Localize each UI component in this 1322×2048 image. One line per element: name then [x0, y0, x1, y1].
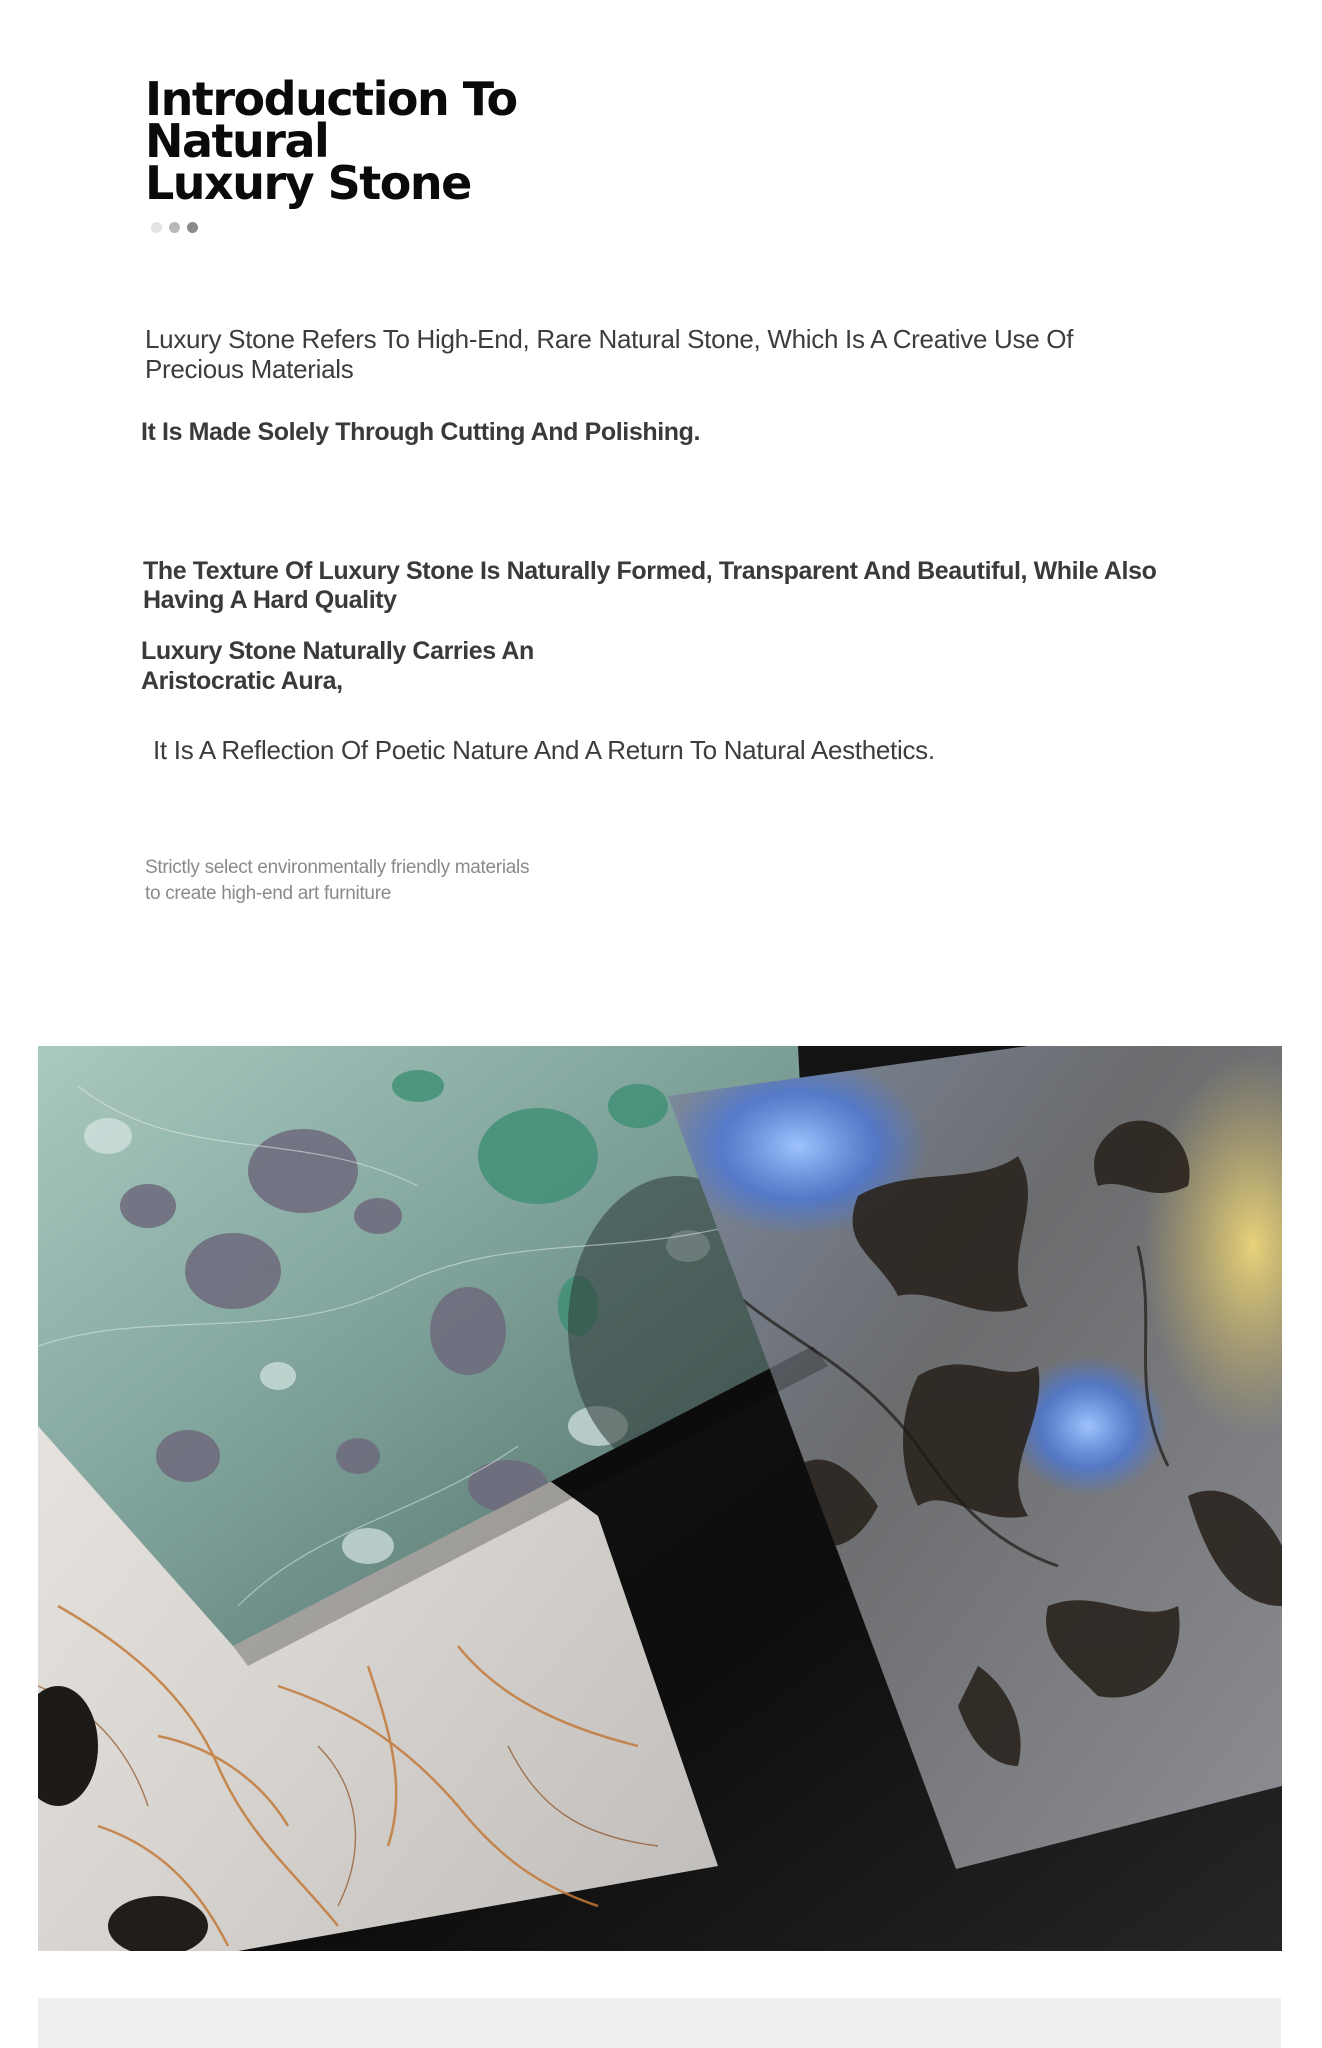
made-paragraph: It Is Made Solely Through Cutting And Polishing.	[141, 418, 701, 446]
decorative-dots	[151, 222, 198, 233]
dot-light	[151, 222, 162, 233]
page-title-line-2: Luxury Stone	[145, 156, 471, 210]
tagline-line-2: to create high-end art furniture	[145, 883, 391, 904]
stone-slabs-image	[38, 1046, 1282, 1951]
dot-medium	[169, 222, 180, 233]
aura-paragraph: Luxury Stone Naturally Carries An Aristocratic Aura,	[141, 637, 534, 695]
tagline	[145, 855, 645, 907]
page-title-line-1: Introduction To Natural	[145, 72, 517, 168]
intro-paragraph: Luxury Stone Refers To High-End, Rare Natural Stone, Which Is A Creative Use Of Precious Materials	[145, 324, 1074, 384]
texture-paragraph: The Texture Of Luxury Stone Is Naturally Formed, Transparent And Beautiful, While Also Having A Hard Quality	[143, 557, 1157, 614]
bottom-panel	[38, 1998, 1281, 2048]
dot-dark	[187, 222, 198, 233]
poetic-paragraph: It Is A Reflection Of Poetic Nature And A Return To Natural Aesthetics.	[153, 735, 935, 765]
tagline-line-1: Strictly select environmentally friendly materials	[145, 857, 530, 878]
page-title	[145, 72, 665, 210]
